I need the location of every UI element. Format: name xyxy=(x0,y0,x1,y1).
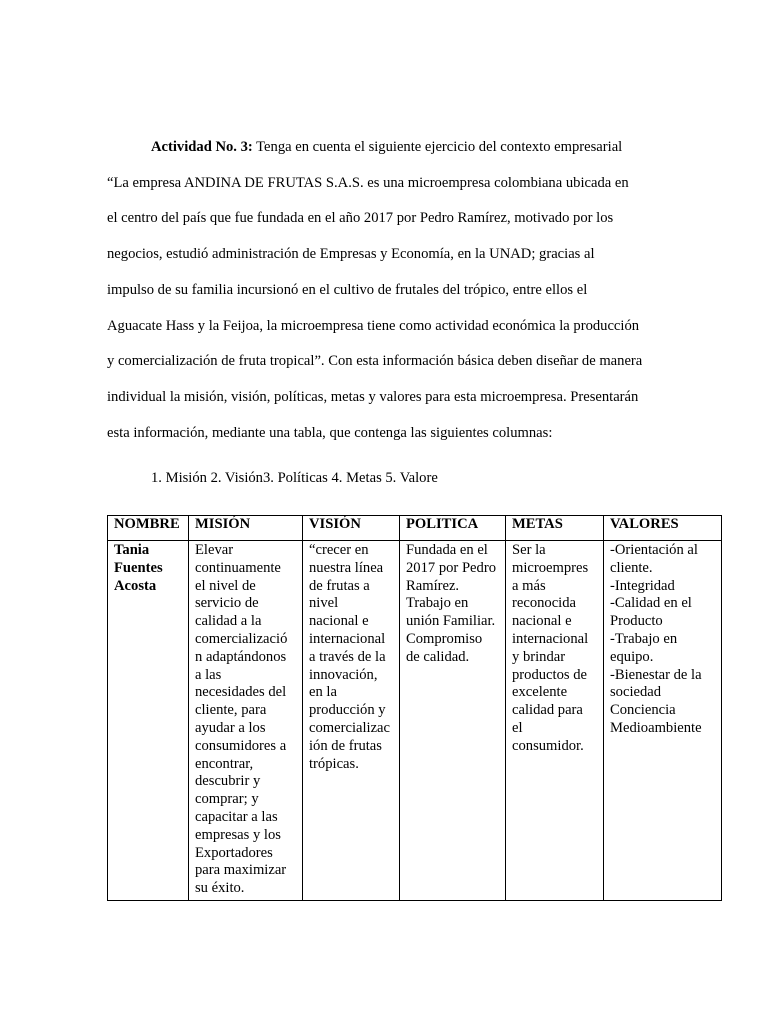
header-politica: POLITICA xyxy=(400,516,506,541)
cell-mision-line: capacitar a las xyxy=(195,808,278,825)
cell-politica-line: unión Familiar. xyxy=(406,613,496,630)
cell-mision-line: Exportadores xyxy=(195,844,273,861)
cell-valores-line: cliente. xyxy=(610,559,653,576)
cell-nombre xyxy=(108,541,189,901)
header-metas: METAS xyxy=(506,516,604,541)
table-header-row xyxy=(108,516,722,541)
cell-valores-line: -Orientación al xyxy=(610,542,698,558)
cell-mision-line: encontrar, xyxy=(195,755,254,772)
activity-text: Tenga en cuenta el siguiente ejercicio del contexto empresarial xyxy=(252,139,623,155)
cell-valores-line: equipo. xyxy=(610,648,654,665)
cell-valores-line: -Bienestar de la xyxy=(610,666,702,683)
cell-metas-line: reconocida xyxy=(512,595,577,612)
header-valores: VALORES xyxy=(604,516,722,541)
cell-mision-line: el nivel de xyxy=(195,577,256,594)
cell-mision-line: descubrir y xyxy=(195,773,261,790)
paragraph-line-2: el centro del país que fue fundada en el año 2017 por Pedro Ramírez, motivado por los xyxy=(107,210,614,226)
cell-vision-line: comercializac xyxy=(309,719,391,736)
paragraph-line-1: “La empresa ANDINA DE FRUTAS S.A.S. es una microempresa colombiana ubicada en xyxy=(107,175,629,191)
cell-metas-line: productos de xyxy=(512,666,587,683)
cell-politica-line: 2017 por Pedro xyxy=(406,559,496,576)
company-info-table xyxy=(107,515,722,901)
cell-nombre-line: Acosta xyxy=(114,577,157,594)
cell-mision-line: consumidores a xyxy=(195,737,287,754)
cell-metas-line: excelente xyxy=(512,684,568,701)
cell-mision-line: ayudar a los xyxy=(195,719,266,736)
cell-politica xyxy=(400,541,506,901)
header-vision: VISIÓN xyxy=(303,516,400,541)
paragraph-line-6: y comercialización de fruta tropical”. Con esta información básica deben diseñar de manera xyxy=(107,353,643,369)
cell-vision-line: innovación, xyxy=(309,666,378,683)
cell-vision xyxy=(303,541,400,901)
cell-politica-line: Trabajo en xyxy=(406,595,469,612)
cell-valores-line: sociedad xyxy=(610,684,662,701)
cell-nombre-line: Fuentes xyxy=(114,559,163,576)
paragraph-line-4: impulso de su familia incursionó en el cultivo de frutales del trópico, entre ellos el xyxy=(107,282,588,298)
cell-mision-line: Elevar xyxy=(195,542,234,558)
cell-mision-line: n adaptándonos xyxy=(195,648,287,665)
cell-valores-line: Producto xyxy=(610,613,663,630)
paragraph-line-8: esta información, mediante una tabla, que contenga las siguientes columnas: xyxy=(107,425,553,441)
cell-mision-line: a las xyxy=(195,666,222,683)
columns-list: 1. Misión 2. Visión3. Políticas 4. Metas 5. Valore xyxy=(151,470,438,486)
cell-valores-line: -Calidad en el xyxy=(610,595,692,612)
cell-mision-line: servicio de xyxy=(195,595,259,612)
cell-politica-line: Compromiso xyxy=(406,630,483,647)
cell-valores-line: Medioambiente xyxy=(610,719,702,736)
paragraph-line-3: negocios, estudió administración de Empresas y Economía, en la UNAD; gracias al xyxy=(107,246,595,262)
cell-vision-line: nuestra línea xyxy=(309,559,384,576)
cell-vision-line: internacional xyxy=(309,630,386,647)
cell-vision-line: trópicas. xyxy=(309,755,359,772)
cell-metas-line: calidad para xyxy=(512,702,583,719)
cell-metas-line: microempres xyxy=(512,559,589,576)
cell-vision-line: de frutas a xyxy=(309,577,370,594)
cell-vision-line: nacional e xyxy=(309,613,369,630)
cell-valores-line: -Integridad xyxy=(610,577,675,594)
paragraph-line-5: Aguacate Hass y la Feijoa, la microempresa tiene como actividad económica la producción xyxy=(107,318,640,334)
cell-metas-line: Ser la xyxy=(512,542,546,558)
cell-metas-line: internacional xyxy=(512,630,589,647)
cell-metas-line: nacional e xyxy=(512,613,572,630)
paragraph-line-7: individual la misión, visión, políticas, metas y valores para esta microempresa. Presentarán xyxy=(107,389,639,405)
cell-metas-line: el xyxy=(512,719,523,736)
cell-mision-line: continuamente xyxy=(195,559,281,576)
cell-vision-line: a través de la xyxy=(309,648,386,665)
cell-nombre-line: Tania xyxy=(114,542,150,558)
cell-vision-line: ión de frutas xyxy=(309,737,382,754)
cell-vision-line: producción y xyxy=(309,702,386,719)
cell-mision-line: su éxito. xyxy=(195,880,245,897)
cell-metas-line: consumidor. xyxy=(512,737,584,754)
header-mision: MISIÓN xyxy=(189,516,303,541)
cell-politica-line: de calidad. xyxy=(406,648,470,665)
activity-label: Actividad No. 3: xyxy=(151,139,253,155)
cell-vision-line: en la xyxy=(309,684,337,701)
cell-mision-line: empresas y los xyxy=(195,826,281,843)
cell-valores-line: -Trabajo en xyxy=(610,630,678,647)
header-nombre: NOMBRE xyxy=(108,516,189,541)
cell-mision-line: calidad a la xyxy=(195,613,262,630)
cell-mision-line: comprar; y xyxy=(195,791,259,808)
cell-mision-line: comercializació xyxy=(195,630,288,647)
cell-mision-line: cliente, para xyxy=(195,702,267,719)
cell-vision-line: “crecer en xyxy=(309,542,369,558)
cell-metas-line: y brindar xyxy=(512,648,566,665)
cell-metas-line: a más xyxy=(512,577,546,594)
table-row xyxy=(108,541,722,901)
cell-politica-line: Fundada en el xyxy=(406,542,488,558)
cell-metas xyxy=(506,541,604,901)
cell-politica-line: Ramírez. xyxy=(406,577,460,594)
cell-mision-line: necesidades del xyxy=(195,684,287,701)
activity-heading-line xyxy=(151,138,622,156)
cell-valores-line: Conciencia xyxy=(610,702,676,719)
cell-valores xyxy=(604,541,722,901)
cell-mision-line: para maximizar xyxy=(195,862,287,879)
cell-mision xyxy=(189,541,303,901)
cell-vision-line: nivel xyxy=(309,595,339,612)
